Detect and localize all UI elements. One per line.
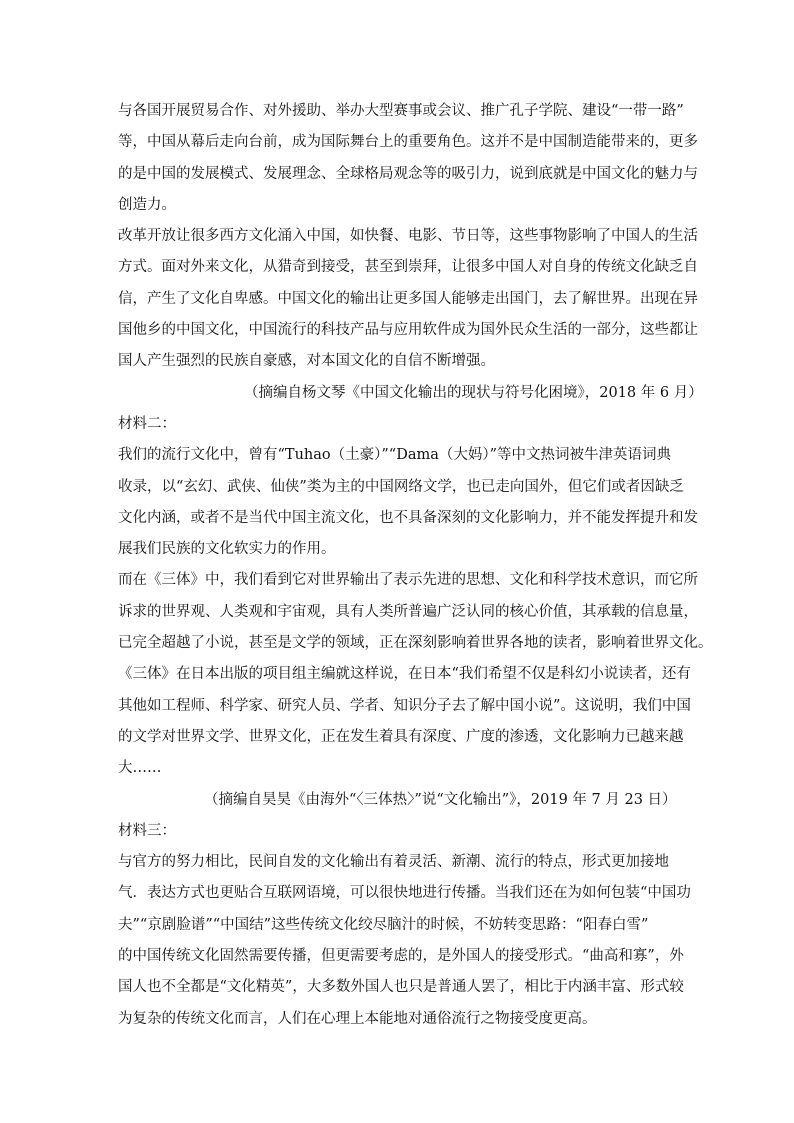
text-line: 大…… [118, 760, 162, 777]
paragraph-3 [118, 440, 698, 565]
text-line: 信，产生了文化自卑感。中国文化的输出让更多国人能够走出国门，去了解世界。出现在异 [118, 290, 698, 307]
text-line: 气．表达方式也更贴合互联网语境，可以很快地进行传播。当我们还在为如何包装“中国功 [118, 885, 691, 902]
paragraph-2 [118, 221, 698, 377]
source-citation-1: （摘编自杨文琴《中国文化输出的现状与符号化困境》，2018 年 6 月） [244, 384, 703, 401]
text-line: 其他如工程师、科学家、研究人员、学者、知识分子去了解中国小说”。这说明，我们中国 [118, 697, 691, 714]
text-line: 我们的流行文化中，曾有“Tuhao（土豪）”“Dama（大妈）”等中文热词被牛津英语词典 [118, 447, 672, 464]
text-line: 方式。面对外来文化，从猎奇到接受，甚至到崇拜，让很多中国人对自身的传统文化缺乏自 [118, 259, 698, 276]
text-line: 与各国开展贸易合作、对外援助、举办大型赛事或会议、推广孔子学院、建设“一带一路” [118, 103, 684, 119]
material-2-label: 材料二： [118, 415, 176, 432]
text-line: 展我们民族的文化软实力的作用。 [118, 541, 336, 558]
text-line: 《三体》在日本出版的项目组主编就这样说，在日本“我们希望不仅是科幻小说读者，还有 [118, 666, 691, 683]
text-line: 国人也不全都是“文化精英”，大多数外国人也只是普通人罢了，相比于内涵丰富、形式较 [118, 979, 684, 996]
text-line: 的文学对世界文学、世界文化，正在发生着具有深度、广度的渗透，文化影响力已越来越 [118, 728, 684, 745]
text-line: 为复杂的传统文化而言，人们在心理上本能地对通俗流行之物接受度更高。 [118, 1010, 597, 1027]
document-body [118, 96, 713, 1035]
paragraph-4 [118, 565, 713, 784]
text-line: 已完全超越了小说，甚至是文学的领域，正在深刻影响着世界各地的读者，影响着世界文化。 [118, 635, 713, 652]
material-3-label: 材料三： [118, 822, 176, 839]
text-line: 国他乡的中国文化，中国流行的科技产品与应用软件成为国外民众生活的一部分，这些都让 [118, 322, 698, 339]
text-line: 夫”“京剧脸谱”“中国结”这些传统文化绞尽脑汁的时候，不妨转变思路：“阳春白雪” [118, 916, 649, 933]
text-line: 的是中国的发展模式、发展理念、全球格局观念等的吸引力，说到底就是中国文化的魅力与 [118, 165, 698, 182]
text-line: 国人产生强烈的民族自豪感，对本国文化的自信不断增强。 [118, 353, 495, 370]
text-line: 改革开放让很多西方文化涌入中国，如快餐、电影、节日等，这些事物影响了中国人的生活 [118, 228, 698, 245]
text-line: 创造力。 [118, 196, 176, 213]
text-line: 等，中国从幕后走向台前，成为国际舞台上的重要角色。这并不是中国制造能带来的，更多 [118, 134, 698, 151]
paragraph-5 [118, 847, 691, 1035]
paragraph-1 [118, 96, 698, 221]
source-citation-2: （摘编自昊昊《由海外“〈三体热〉”说“文化输出”》，2019 年 7 月 23 日） [204, 791, 677, 808]
text-line: 而在《三体》中，我们看到它对世界输出了表示先进的思想、文化和科学技术意识，而它所 [118, 572, 698, 589]
text-line: 收录，以“玄幻、武侠、仙侠”类为主的中国网络文学，也已走向国外，但它们或者因缺乏 [118, 478, 684, 495]
text-line: 文化内涵，或者不是当代中国主流文化，也不具备深刻的文化影响力，并不能发挥提升和发 [118, 509, 698, 526]
text-line: 的中国传统文化固然需要传播，但更需要考虑的，是外国人的接受形式。“曲高和寡”，外 [118, 948, 684, 965]
text-line: 诉求的世界观、人类观和宇宙观，具有人类所普遍广泛认同的核心价值，其承载的信息量， [118, 603, 698, 620]
text-line: 与官方的努力相比，民间自发的文化输出有着灵活、新潮、流行的特点，形式更加接地 [118, 854, 669, 871]
